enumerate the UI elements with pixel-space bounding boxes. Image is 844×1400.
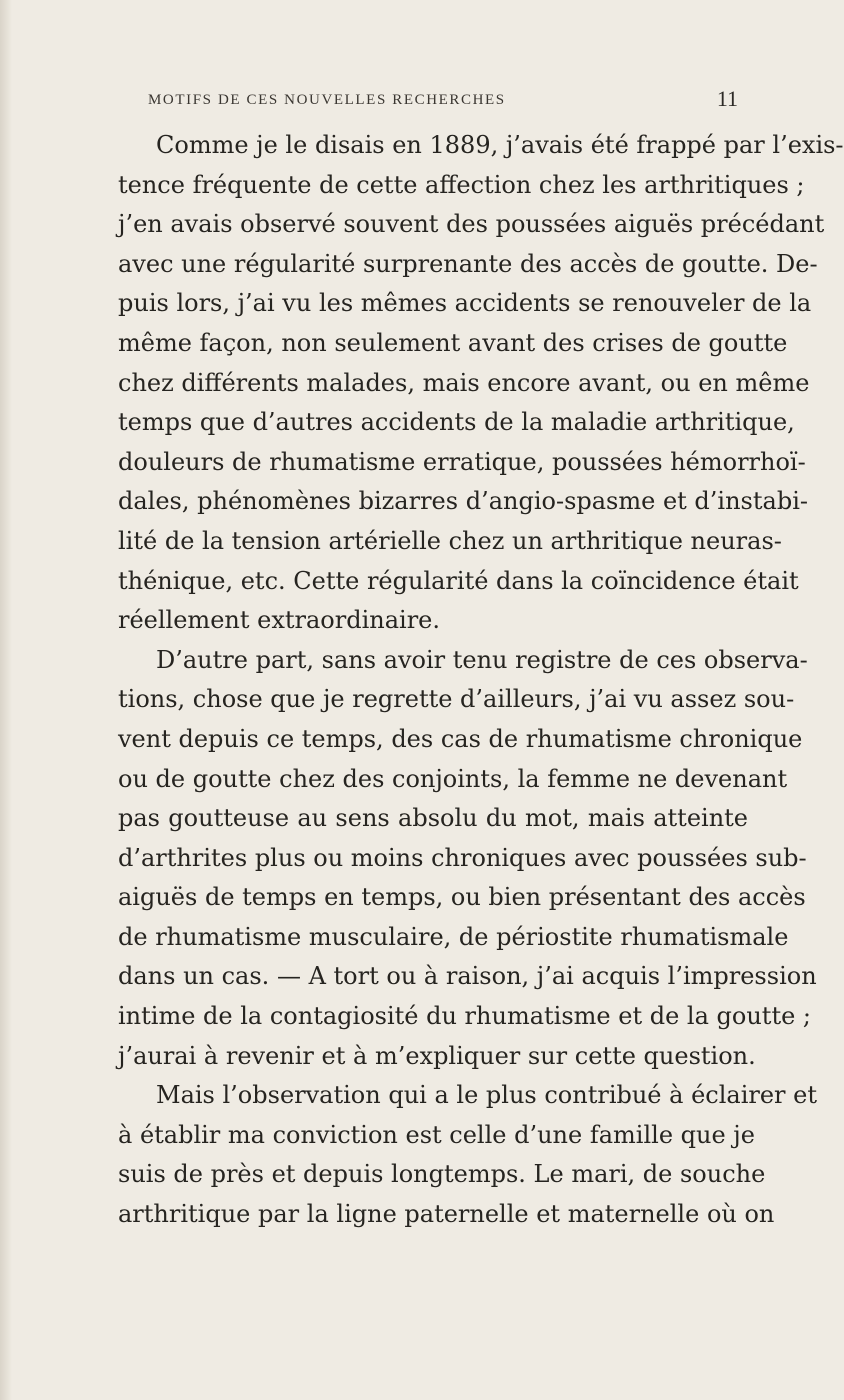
- text-line: temps que d’autres accidents de la maladie arthritique,: [118, 408, 795, 437]
- text-line: puis lors, j’ai vu les mêmes accidents se renouveler de la: [118, 289, 812, 318]
- text-line: dans un cas. — A tort ou à raison, j’ai acquis l’impression: [118, 962, 817, 991]
- text-line: Comme je le disais en 1889, j’avais été frappé par l’exis-: [156, 131, 844, 159]
- book-spine-edge: [0, 0, 12, 1400]
- page-header: [148, 86, 738, 116]
- text-line: vent depuis ce temps, des cas de rhumatisme chronique: [118, 724, 803, 753]
- text-line: même façon, non seulement avant des crises de goutte: [118, 328, 788, 357]
- text-line: suis de près et depuis longtemps. Le mari, de souche: [118, 1160, 766, 1189]
- text-line: d’arthrites plus ou moins chroniques avec poussées sub-: [118, 843, 807, 872]
- text-line: chez différents malades, mais encore avant, ou en même: [118, 368, 810, 397]
- text-line: réellement extraordinaire.: [118, 606, 440, 635]
- text-line: intime de la contagiosité du rhumatisme et de la goutte ;: [118, 1002, 811, 1031]
- running-title: MOTIFS DE CES NOUVELLES RECHERCHES: [148, 92, 506, 108]
- text-line: dales, phénomènes bizarres d’angio-spasme et d’instabi-: [118, 487, 808, 516]
- text-line: j’en avais observé souvent des poussées aiguës précédant: [118, 210, 825, 239]
- text-line: thénique, etc. Cette régularité dans la coïncidence était: [118, 566, 799, 595]
- text-line: douleurs de rhumatisme erratique, poussées hémorrhoï-: [118, 447, 806, 476]
- text-line: ou de goutte chez des conjoints, la femme ne devenant: [118, 764, 788, 793]
- text-line: D’autre part, sans avoir tenu registre de ces observa-: [156, 645, 808, 674]
- page-number: 11: [716, 86, 738, 111]
- text-line: pas goutteuse au sens absolu du mot, mais atteinte: [118, 804, 748, 833]
- text-line: lité de la tension artérielle chez un arthritique neuras-: [118, 526, 782, 555]
- text-line: Mais l’observation qui a le plus contribué à éclairer et: [156, 1081, 818, 1110]
- text-line: aiguës de temps en temps, ou bien présentant des accès: [118, 883, 806, 912]
- text-line: tions, chose que je regrette d’ailleurs, j’ai vu assez sou-: [118, 685, 795, 714]
- text-line: tence fréquente de cette affection chez les arthritiques ;: [118, 170, 805, 199]
- text-line: à établir ma conviction est celle d’une famille que je: [118, 1120, 755, 1149]
- body-text: [118, 126, 844, 1235]
- text-line: avec une régularité surprenante des accès de goutte. De-: [118, 249, 818, 278]
- text-line: j’aurai à revenir et à m’expliquer sur cette question.: [118, 1041, 756, 1070]
- text-line: de rhumatisme musculaire, de périostite rhumatismale: [118, 922, 789, 951]
- text-line: arthritique par la ligne paternelle et maternelle où on: [118, 1200, 775, 1229]
